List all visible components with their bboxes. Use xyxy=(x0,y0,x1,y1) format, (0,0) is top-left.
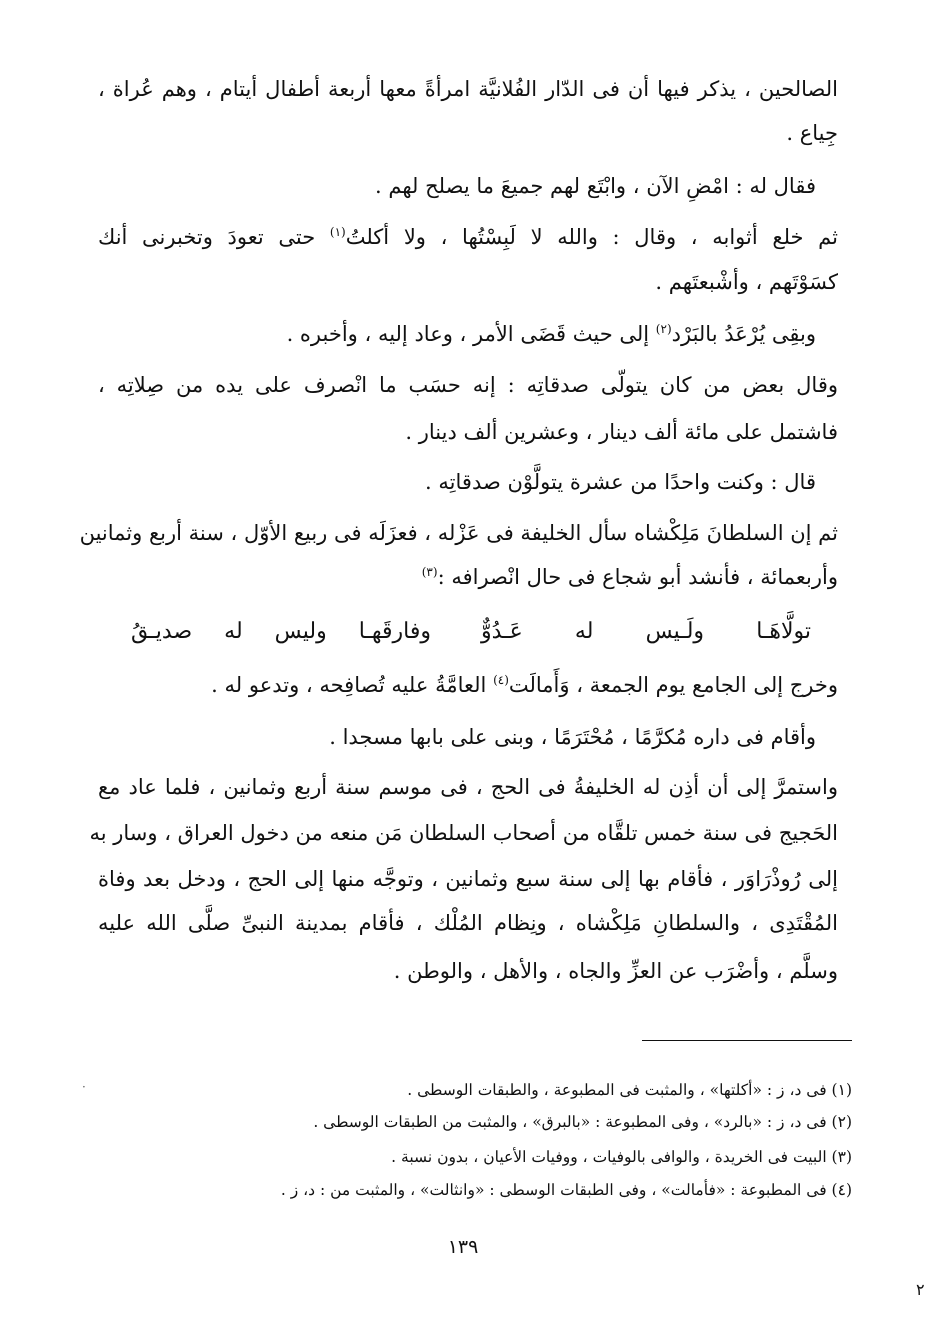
body-line-3-text: فقال له : امْضِ الآن ، وابْتَع لهم جميعَ ما يصلح لهم . xyxy=(375,174,816,198)
body-line-11 xyxy=(98,562,838,592)
body-line-14: واستمرَّ إلى أن أذِن له الخليفةُ فى الحج ، فى موسم سنة أربع وثمانين ، فلما عاد مع xyxy=(98,775,838,799)
body-line-2: جِياع . xyxy=(786,121,838,145)
verse-first-hemistich: تولَّاهَـا ولَـيس له عَـدُوٌّ xyxy=(481,619,811,644)
footnote-1: (١) فى د، ز : «أكلتها» ، والمثبت فى المطبوعة ، والطبقات الوسطى . xyxy=(407,1081,852,1099)
edge-mark: ٢ xyxy=(916,1280,925,1299)
verse-second-hemistich: وفارقَهـا وليس له صديـقُ xyxy=(131,619,431,644)
body-line-12-end: العامَّةُ عليه تُصافِحه ، وتدعو له . xyxy=(211,673,487,697)
footnote-ref-2[interactable]: (٢) xyxy=(655,322,672,336)
body-line-6 xyxy=(98,319,838,349)
body-line-5: كسَوْتَهم ، وأشْبعتَهم . xyxy=(655,270,838,294)
body-line-11-text: وأربعمائة ، فأنشد أبو شجاع فى حال انْصرافه : xyxy=(437,565,838,589)
footnote-3: (٣) البيت فى الخريدة ، والوافى بالوفيات ، ووفيات الأعيان ، بدون نسبة . xyxy=(391,1148,852,1166)
footnote-2: (٢) فى د، ز : «بالرد» ، وفى المطبوعة : «بالبرق» ، والمثبت من الطبقات الوسطى . xyxy=(313,1113,852,1131)
body-line-12-start: وخرج إلى الجامع يوم الجمعة ، وَأَمالَت xyxy=(508,673,838,697)
body-line-9 xyxy=(98,467,838,497)
footnote-separator xyxy=(642,1040,852,1041)
footnote-ref-3[interactable]: (٣) xyxy=(421,565,438,579)
corner-mark: · xyxy=(82,1080,86,1094)
footnote-ref-4[interactable]: (٤) xyxy=(493,673,509,687)
body-line-18: وسلَّم ، وأضْرَب عن العزِّ والجاه ، والأهل ، والوطن . xyxy=(393,959,838,983)
body-line-1: الصالحين ، يذكر فيها أن فى الدّار الفُلانيَّة امرأةً معها أربعة أطفال أيتام ، وهم عُراة ، xyxy=(98,77,838,101)
footnote-ref-1[interactable]: (١) xyxy=(329,225,346,239)
body-line-13 xyxy=(98,722,838,752)
body-line-13-text: وأقام فى داره مُكرَّمًا ، مُحْتَرَمًا ، وبنى على بابها مسجدا . xyxy=(329,725,816,749)
body-line-9-text: قال : وكنت واحدًا من عشرة يتولَّوْن صدقاتِه . xyxy=(425,470,816,494)
body-line-7: وقال بعض من كان يتولّى صدقاتِه : إنه حسَب ما انْصرف على يده من صِلاتِه ، xyxy=(98,373,838,397)
page-number: ١٣٩ xyxy=(447,1236,479,1258)
body-line-4-end: حتى تعودَ وتخبرنى أنك xyxy=(98,225,316,249)
body-line-6-end: إلى حيث قَضَى الأمر ، وعاد إليه ، وأخبره . xyxy=(286,322,650,346)
body-line-6-start: وبقِى يُرْعَدُ بالبَرْد xyxy=(671,322,816,346)
body-line-4 xyxy=(98,222,838,252)
body-line-10: ثم إن السلطانَ مَلِكْشاه سأل الخليفة فى عَزْله ، فعزَلَه فى ربيع الأوّل ، سنة أربع وثمانين xyxy=(79,521,838,545)
body-line-3 xyxy=(98,171,838,201)
body-line-12 xyxy=(98,670,838,700)
body-line-4-start: ثم خلع أثوابه ، وقال : والله لا لَبِسْتُها ، ولا أكلتُ xyxy=(345,225,838,249)
body-line-15: الحَجيج فى سنة خمس تلقَّاه من أصحاب السلطان مَن منعه من دخول العراق ، وسار به xyxy=(89,821,838,845)
body-line-16: إلى رُوذْرَاوَر ، فأقام بها إلى سنة سبع وثمانين ، وتوجَّه منها إلى الحج ، ودخل بعد وفاة xyxy=(98,867,838,891)
body-line-8: فاشتمل على مائة ألف دينار ، وعشرين ألف دينار . xyxy=(405,420,838,444)
body-line-17: المُقْتَدِى ، والسلطانِ مَلِكْشاه ، ونِظام المُلْك ، فأقام بمدينة النبىِّ صلَّى الله عليه xyxy=(98,911,838,935)
footnote-4: (٤) فى المطبوعة : «فأمالت» ، وفى الطبقات الوسطى : «وانثالت» ، والمثبت من : د، ز . xyxy=(280,1181,852,1199)
